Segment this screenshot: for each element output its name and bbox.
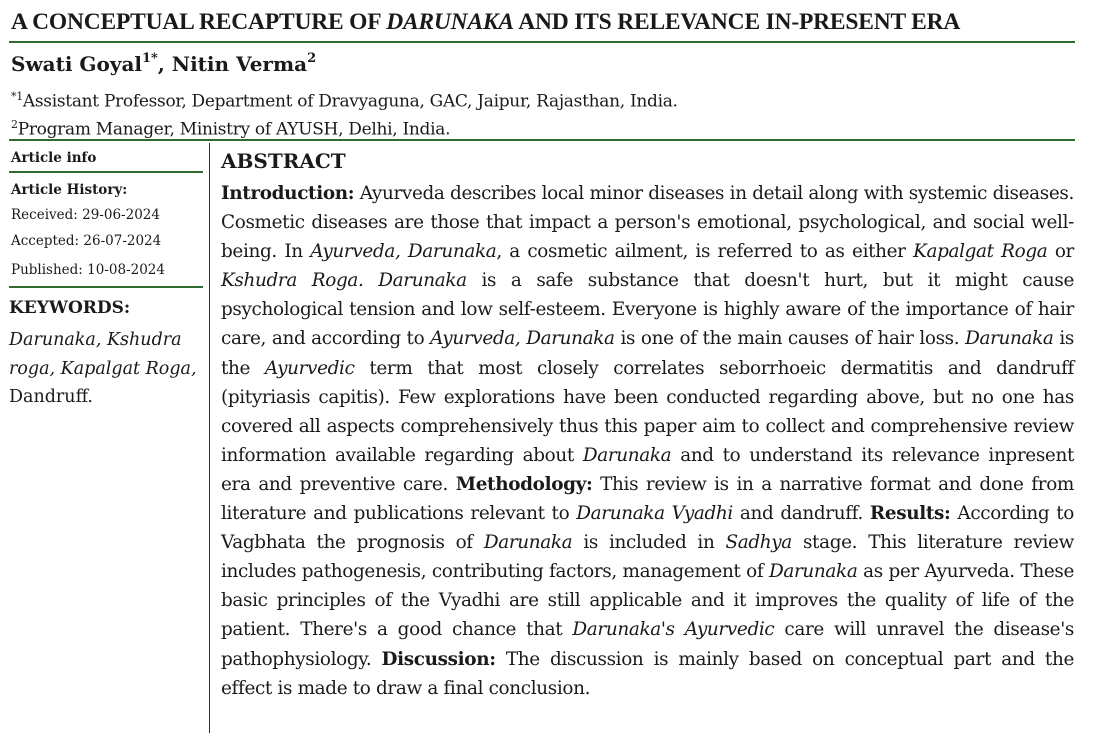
abstract-term: Sadhya [725,532,792,554]
title-text-end: AND ITS RELEVANCE IN-PRESENT ERA [513,9,961,35]
author-name: Nitin Verma [171,52,308,76]
abstract-heading: ABSTRACT [221,149,346,173]
abstract-term: Darunaka's Ayurvedic [572,619,775,641]
keywords-plain: Dandruff. [9,387,93,407]
abstract-term: Darunaka [582,444,672,466]
abstract-term: Darunaka [768,561,858,583]
affil-marker: 2 [11,118,18,131]
results-label: Results: [869,503,951,525]
abstract-body [221,179,1074,703]
article-info-rule [9,171,203,173]
abstract-term: Darunaka Vyadhi [576,503,733,525]
affiliation-1 [11,86,678,113]
abstract-text: and dandruff. [732,503,870,525]
abstract-term: Ayurveda, Darunaka [310,241,497,263]
abstract-text: Ayurveda describes local minor diseases in detail along with systemic diseases. Cosmetic diseases are those that impact a person's emotional, psychological, and social well-being. In [221,183,1074,263]
keywords-italic: Darunaka, Kshudra roga, Kapalgat Roga, [9,330,197,379]
abstract-term: Ayurveda, Darunaka [430,328,615,350]
article-info-label: Article info [11,150,97,166]
author-affil-marker: 1* [142,51,158,67]
abstract-text: term that most closely correlates seborrhoeic dermatitis and dandruff (pityriasis capitis). Few explorations have been conducted regarding above, but no one has covered all aspects comprehensively thus this paper aim to collect and comprehensive review information available regarding about [221,357,1074,466]
affil-text: Assistant Professor, Department of Dravyaguna, GAC, Jaipur, Rajasthan, India. [22,91,678,112]
accepted-date: Accepted: 26-07-2024 [11,233,162,249]
abstract-term: Ayurvedic [264,357,355,379]
abstract-text: The discussion is mainly based on conceptual part and the effect is made to draw a final conclusion. [221,648,1074,699]
abstract-text: , a cosmetic ailment, is referred to as either [496,241,914,263]
intro-label: Introduction: [221,183,355,204]
abstract-text: According to Vagbhata the prognosis of [221,503,1074,554]
paper-title [11,8,1081,36]
title-text: A CONCEPTUAL RECAPTURE OF [11,9,387,35]
abstract-term: Kapalgat Roga [913,241,1048,263]
author-affil-marker: 2 [307,51,317,67]
abstract-term: Kshudra Roga. Darunaka [221,270,467,292]
article-history-label: Article History: [11,182,128,198]
abstract-text: This review is in a narrative format and done from literature and publications relevant to [221,473,1075,525]
abstract-text: is the [221,328,1074,379]
abstract-text: care will unravel the disease's pathophysiology. [221,619,1075,670]
column-divider [209,143,210,733]
abstract-text: as per Ayurveda. These basic principles of the Vyadhi are still applicable and it improves the quality of life of the patient. There's a good chance that [221,561,1074,641]
keywords-list [9,326,203,412]
abstract-text: and to understand its relevance inpresent era and preventive care. [221,444,1074,495]
author-separator: , [157,52,172,76]
affil-marker: *1 [11,90,23,103]
history-rule [9,286,203,288]
keywords-label: KEYWORDS: [9,298,131,318]
published-date: Published: 10-08-2024 [11,262,165,278]
received-date: Received: 29-06-2024 [11,207,160,223]
affil-text: Program Manager, Ministry of AYUSH, Delhi, India. [17,119,451,140]
title-italic-term: DARUNAKA [386,9,514,35]
abstract-term: Darunaka [965,328,1054,350]
discussion-label: Discussion: [381,648,496,670]
abstract-text: is included in [572,532,726,554]
methodology-label: Methodology: [455,473,593,495]
header-rule [9,139,1075,141]
author-list [11,52,316,76]
abstract-text: is one of the main causes of hair loss. [614,328,966,350]
author-name: Swati Goyal [11,52,143,76]
abstract-text: or [1047,241,1075,263]
abstract-text: is a safe substance that doesn't hurt, but it might cause psychological tension and low self-esteem. Everyone is highly aware of the importance of hair care, and according to [221,270,1074,350]
abstract-term: Darunaka [483,532,573,554]
title-rule [9,41,1075,43]
affiliation-2 [11,114,450,141]
abstract-text: stage. This literature review includes pathogenesis, contributing factors, management of [221,532,1074,583]
